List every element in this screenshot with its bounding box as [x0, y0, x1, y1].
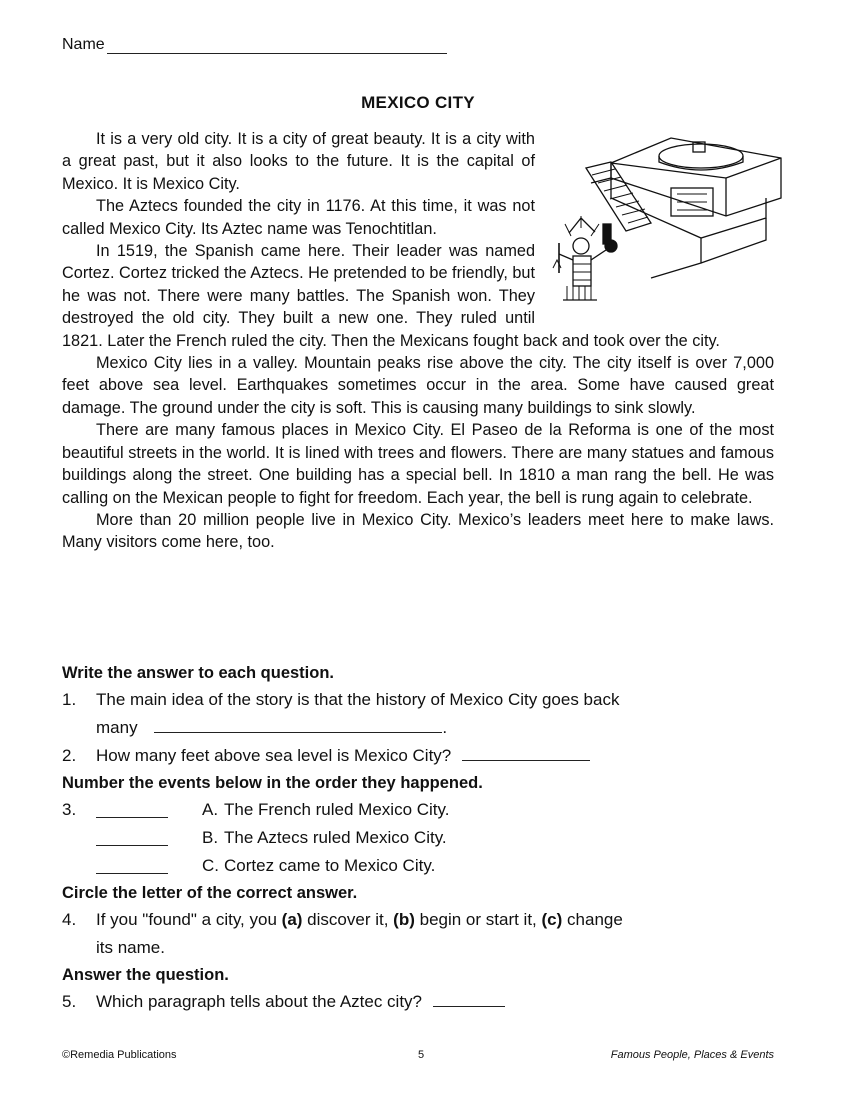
answer-blank-line[interactable] — [96, 856, 168, 874]
answer-blank-line[interactable] — [96, 828, 168, 846]
question-text: If you "found" a city, you — [96, 910, 277, 929]
name-label: Name — [62, 36, 105, 53]
event-item — [62, 852, 774, 880]
event-letter: A. — [202, 800, 219, 819]
footer-book-title: Famous People, Places & Events — [610, 1049, 774, 1061]
question-1 — [62, 686, 774, 714]
story-paragraph: More than 20 million people live in Mexico City. Mexico’s leaders meet here to make laws. Many visitors come here, too. — [62, 510, 774, 552]
question-number: 4. — [62, 910, 77, 929]
event-text: The French ruled Mexico City. — [224, 800, 450, 819]
name-field — [62, 36, 447, 54]
story-paragraph: The Aztecs founded the city in 1176. At this time, it was not called Mexico City. Its Aztec name was Tenochtitlan. — [62, 197, 535, 238]
section-heading-circle: Circle the letter of the correct answer. — [62, 884, 358, 902]
event-letter: C. — [202, 856, 219, 875]
event-letter: B. — [202, 828, 219, 847]
question-text: Which paragraph tells about the Aztec city? — [96, 992, 423, 1011]
option-c-text: change — [567, 910, 623, 929]
question-number: 5. — [62, 992, 77, 1011]
option-b-text: begin or start it, — [419, 910, 537, 929]
event-text: Cortez came to Mexico City. — [224, 856, 436, 875]
answer-blank-line[interactable] — [433, 989, 505, 1007]
question-number: 1. — [62, 690, 77, 709]
question-section — [62, 660, 774, 1016]
question-4-continued — [62, 934, 774, 962]
story-paragraph: In 1519, the Spanish came here. Their leader was named Cortez. Cortez tricked the Aztecs. He pretended to be friendly, but he was not. There were many battles. The Spanish won. They destroyed the old city. They built a new one. They ruled until 1821. Later the French ruled the city. Then the Mexicans fought back and took over the city. — [62, 242, 720, 350]
story-paragraph: It is a very old city. It is a city of great beauty. It is a city with a great past, but it also looks to the future. It is the capital of Mexico. It is Mexico City. — [62, 130, 535, 193]
question-4 — [62, 906, 774, 934]
section-heading-write: Write the answer to each question. — [62, 664, 335, 682]
option-b-label[interactable]: (b) — [393, 910, 415, 929]
question-1-answer — [62, 714, 774, 742]
section-heading-answer: Answer the question. — [62, 966, 229, 984]
question-5 — [62, 988, 774, 1016]
event-text: The Aztecs ruled Mexico City. — [224, 828, 447, 847]
story-text — [62, 128, 774, 554]
answer-blank-line[interactable] — [154, 715, 442, 733]
footer-publisher: ©Remedia Publications — [62, 1049, 177, 1061]
option-a-text: discover it, — [307, 910, 389, 929]
page-title: MEXICO CITY — [361, 93, 475, 112]
question-2 — [62, 742, 774, 770]
page-footer — [62, 1049, 774, 1063]
story-paragraph: Mexico City lies in a valley. Mountain peaks rise above the city. The city itself is over 7,000 feet above sea level. Earthquakes sometimes occur in the area. Some have caused great damage. The ground under the city is soft. This is causing many buildings to sink slowly. — [62, 354, 774, 417]
story-paragraph: There are many famous places in Mexico City. El Paseo de la Reforma is one of the most beautiful streets in the world. It is lined with trees and flowers. There are many statues and famous buildings along the street. One building has a special bell. In 1810 a man rang the bell. He was calling on the Mexican people to fight for freedom. Each year, the bell is rung again to celebrate. — [62, 421, 774, 507]
option-a-label[interactable]: (a) — [281, 910, 303, 929]
answer-blank-line[interactable] — [96, 800, 168, 818]
event-item — [62, 796, 774, 824]
question-number: 3. — [62, 800, 77, 819]
aztec-pyramid-warrior-illustration — [551, 128, 786, 313]
question-text: The main idea of the story is that the history of Mexico City goes back — [96, 690, 620, 709]
question-text: many — [96, 718, 138, 737]
option-c-label[interactable]: (c) — [541, 910, 563, 929]
question-text: its name. — [96, 938, 165, 957]
question-text: How many feet above sea level is Mexico City? — [96, 746, 452, 765]
question-text: . — [442, 718, 448, 737]
name-blank-line[interactable] — [107, 39, 447, 54]
question-number: 2. — [62, 746, 77, 765]
footer-page-number: 5 — [418, 1049, 425, 1061]
section-heading-order: Number the events below in the order they happened. — [62, 774, 483, 792]
event-item — [62, 824, 774, 852]
answer-blank-line[interactable] — [462, 743, 590, 761]
